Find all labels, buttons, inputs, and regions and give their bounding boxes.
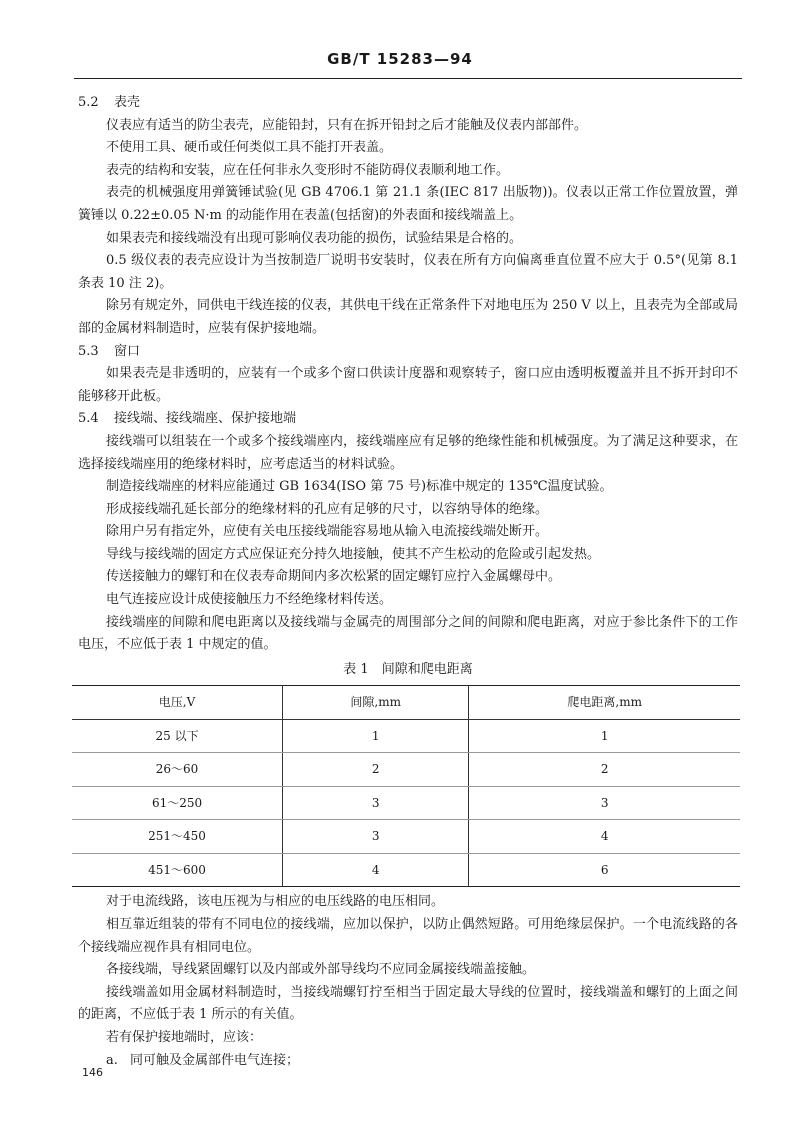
- list-marker: a.: [106, 1052, 118, 1068]
- column-header-creepage: 爬电距离,mm: [469, 686, 740, 720]
- cell-voltage: 26～60: [72, 753, 283, 787]
- section-number: 5.4: [78, 411, 99, 427]
- paragraph: 对于电流线路，该电压视为与相应的电压线路的电压相同。: [106, 894, 445, 910]
- section-number: 5.2: [78, 95, 99, 110]
- post-table-text: [78, 891, 738, 1072]
- cell-clearance: 2: [283, 753, 469, 787]
- table-row: [72, 786, 740, 820]
- cell-creepage: 2: [469, 753, 740, 787]
- paragraph: 0.5 级仪表的表壳应设计为当按制造厂说明书安装时，仪表在所有方向偏离垂直位置不应大于 0.5°(见第 8.1 条表 10 注 2)。: [78, 253, 738, 291]
- table-row: [72, 719, 740, 753]
- list-item-text: 同可触及金属部件电气连接；: [130, 1052, 300, 1068]
- section-heading-5-3: [78, 341, 738, 364]
- list-item: [78, 1050, 738, 1073]
- header-rule: [74, 78, 742, 79]
- cell-creepage: 3: [469, 786, 740, 820]
- table-row: [72, 820, 740, 854]
- section-title: 表壳: [114, 95, 141, 110]
- table-row: [72, 853, 740, 887]
- cell-clearance: 3: [283, 820, 469, 854]
- paragraph: 形成接线端孔延长部分的绝缘材料的孔应有足够的尺寸，以容纳导体的绝缘。: [106, 501, 549, 517]
- cell-clearance: 3: [283, 786, 469, 820]
- paragraph: 传送接触力的螺钉和在仪表寿命期间内多次松紧的固定螺钉应拧入金属螺母中。: [106, 569, 562, 585]
- cell-creepage: 6: [469, 853, 740, 887]
- cell-voltage: 251～450: [72, 820, 283, 854]
- clearance-creepage-table: [72, 685, 740, 887]
- page-number: 146: [82, 1066, 103, 1079]
- cell-voltage: 451～600: [72, 853, 283, 887]
- cell-clearance: 4: [283, 853, 469, 887]
- paragraph: 电气连接应设计成使接触压力不经绝缘材料传送。: [106, 592, 393, 608]
- paragraph: 接线端盖如用金属材料制造时，当接线端螺钉拧至相当于固定最大导线的位置时，接线端盖和螺钉的上面之间的距离，不应低于表 1 所示的有关值。: [78, 984, 738, 1023]
- table-row: [72, 753, 740, 787]
- cell-creepage: 1: [469, 719, 740, 753]
- column-header-clearance: 间隙,mm: [283, 686, 469, 720]
- paragraph: 各接线端，导线紧固螺钉以及内部或外部导线均不应同金属接线端盖接触。: [106, 962, 536, 978]
- paragraph: 不使用工具、硬币或任何类似工具不能打开表盖。: [106, 140, 393, 156]
- section-title: 接线端、接线端座、保护接地端: [114, 411, 297, 427]
- section-heading-5-4: [78, 408, 738, 431]
- paragraph: 除另有规定外，同供电干线连接的仪表，其供电干线在正常条件下对地电压为 250 V 以上，且表壳为全部或局部的金属材料制造时，应装有保护接地端。: [78, 298, 738, 336]
- paragraph: 表壳的结构和安装，应在任何非永久变形时不能防碍仪表顺利地工作。: [106, 162, 510, 178]
- table-header-row: [72, 686, 740, 720]
- paragraph: 除用户另有指定外，应使有关电压接线端能容易地从输入电流接线端处断开。: [106, 524, 549, 540]
- paragraph: 如果表壳和接线端没有出现可影响仪表功能的损伤，试验结果是合格的。: [106, 230, 523, 246]
- cell-voltage: 25 以下: [72, 719, 283, 753]
- section-number: 5.3: [78, 343, 99, 359]
- section-title: 窗口: [114, 343, 141, 359]
- cell-clearance: 1: [283, 719, 469, 753]
- table-caption: 表 1 间隙和爬电距离: [343, 661, 473, 677]
- paragraph: 仪表应有适当的防尘表壳，应能铅封，只有在拆开铅封之后才能触及仪表内部部件。: [106, 117, 588, 133]
- paragraph: 接线端座的间隙和爬电距离以及接线端与金属壳的周围部分之间的间隙和爬电距离，对应于参比条件下的工作电压，不应低于表 1 中规定的值。: [78, 614, 738, 653]
- paragraph: 接线端可以组装在一个或多个接线端座内，接线端座应有足够的绝缘性能和机械强度。为了满足这种要求，在选择接线端座用的绝缘材料时，应考虑适当的材料试验。: [78, 433, 738, 472]
- paragraph: 导线与接线端的固定方式应保证充分持久地接触，使其不产生松动的危险或引起发热。: [106, 546, 601, 562]
- section-heading-5-2: [78, 92, 738, 115]
- paragraph: 表壳的机械强度用弹簧锤试验(见 GB 4706.1 第 21.1 条(IEC 817 出版物))。仪表以正常工作位置放置，弹簧锤以 0.22±0.05 N·m 的动能作用在表盖(包括窗)的外表面和接线端盖上。: [78, 185, 738, 223]
- paragraph: 制造接线端座的材料应能通过 GB 1634(ISO 第 75 号)标准中规定的 135℃温度试验。: [106, 479, 613, 495]
- cell-creepage: 4: [469, 820, 740, 854]
- paragraph: 若有保护接地端时，应该：: [106, 1030, 263, 1045]
- paragraph: 如果表壳是非透明的，应装有一个或多个窗口供读计度器和观察转子，窗口应由透明板覆盖并且不拆开封印不能够移开此板。: [78, 366, 738, 404]
- cell-voltage: 61～250: [72, 786, 283, 820]
- standard-code-header: GB/T 15283—94: [327, 50, 473, 68]
- paragraph: 相互靠近组装的带有不同电位的接线端，应加以保护，以防止偶然短路。可用绝缘层保护。一个电流线路的各个接线端应视作具有相同电位。: [78, 917, 738, 955]
- column-header-voltage: 电压,V: [72, 686, 283, 720]
- document-body: [78, 92, 738, 1072]
